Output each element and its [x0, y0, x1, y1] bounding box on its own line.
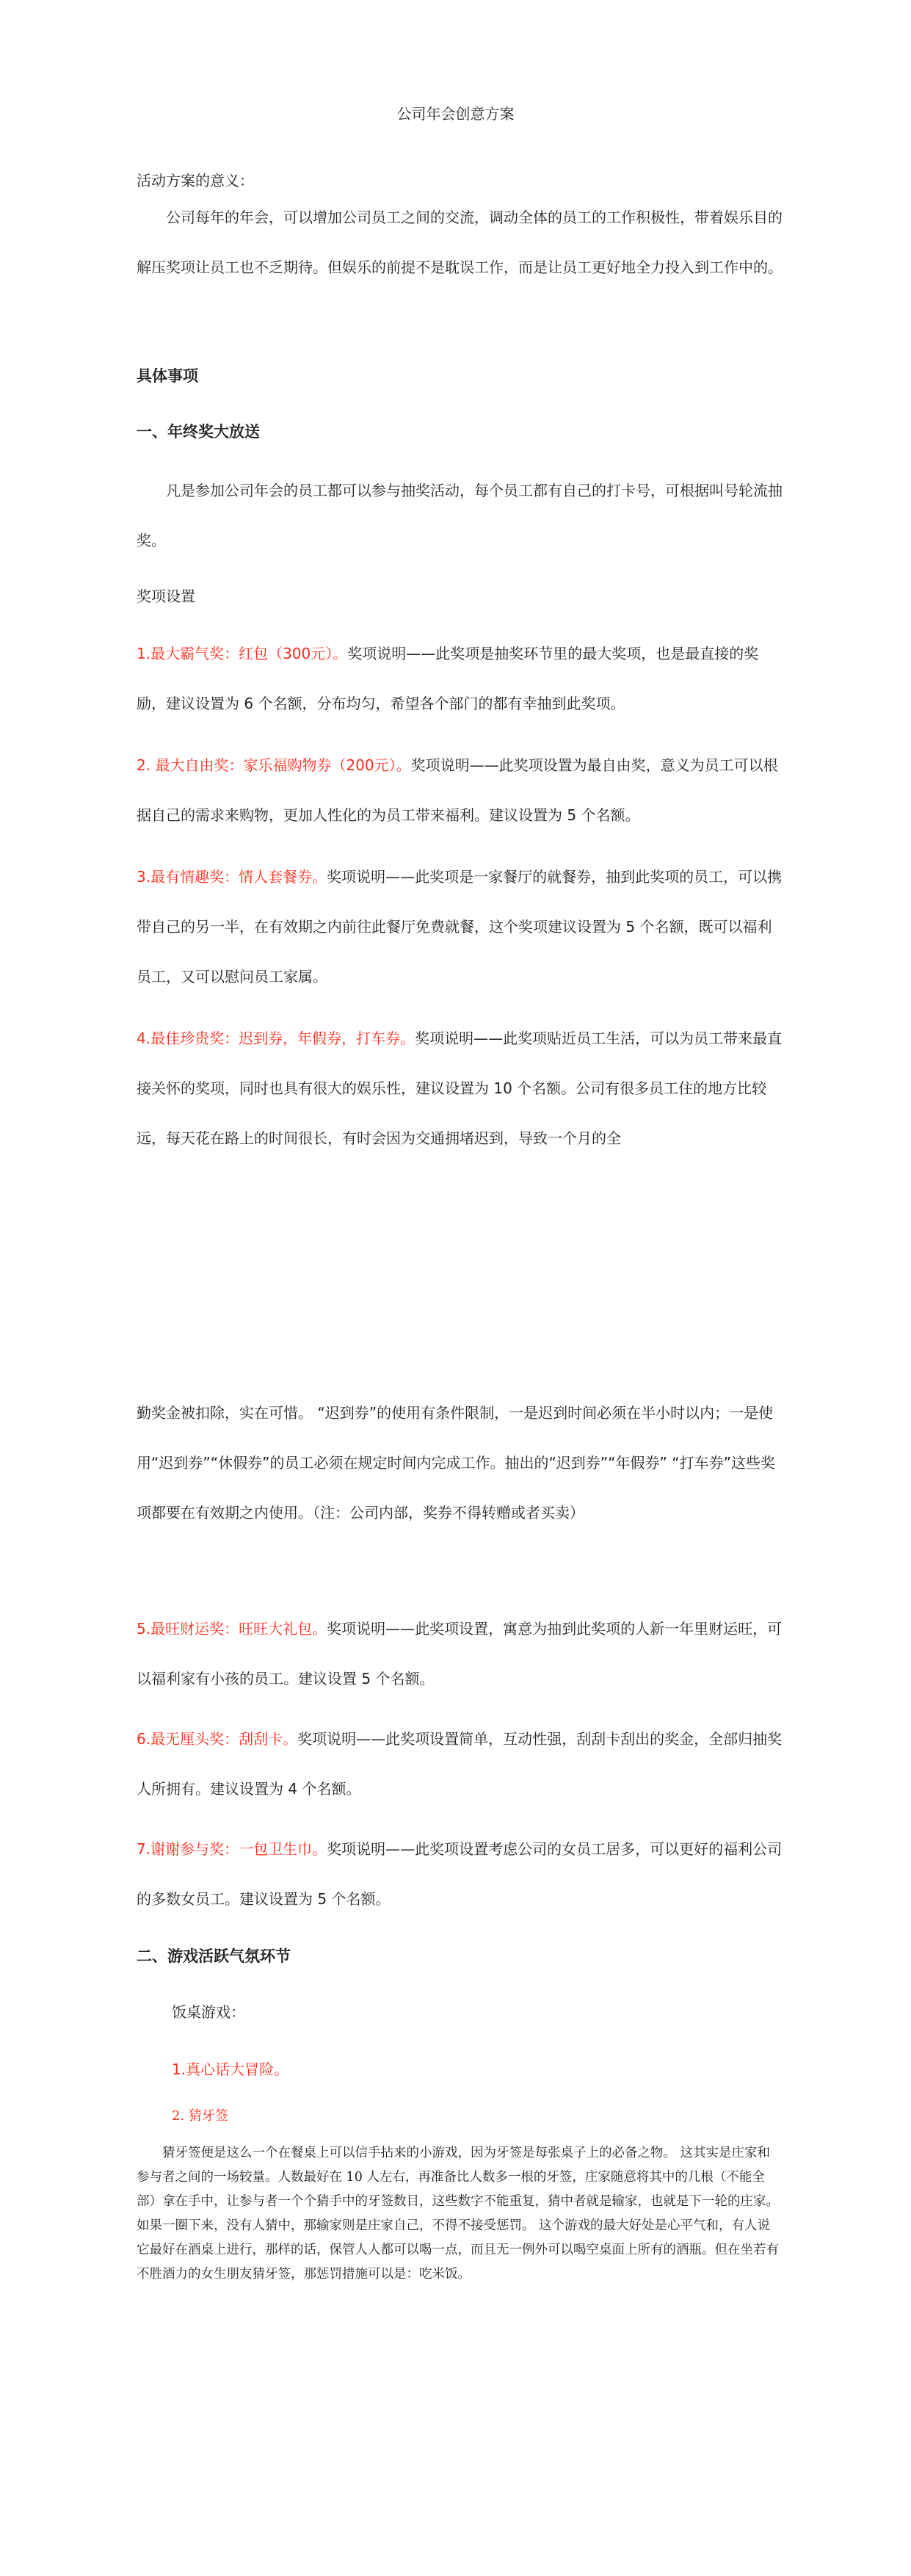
prize-item	[137, 1604, 783, 1704]
prize-desc: 奖项说明——此奖项设置简单，互动性强，刮刮卡刮出的奖金，全部归抽奖人所拥有。建议设置为 4 个名额。	[137, 1730, 783, 1798]
prize-desc: 奖项说明——此奖项设置为最自由奖，意义为员工可以根据自己的需求来购物，更加人性化的为员工带来福利。建议设置为 5 个名额。	[137, 756, 778, 824]
game1-title: 1.真心话大冒险。	[172, 2061, 289, 2078]
prize-desc: 奖项说明——此奖项设置考虑公司的女员工居多，可以更好的福利公司的多数女员工。建议设置为 5 个名额。	[137, 1840, 783, 1908]
prize-item	[137, 629, 783, 728]
document-title: 公司年会创意方案	[396, 105, 515, 123]
prize-desc: 奖项说明——此奖项是一家餐厅的就餐券，抽到此奖项的员工，可以携带自己的另一半，在有效期之内前往此餐厅免费就餐，这个奖项建议设置为 5 个名额，既可以福利员工，又可以慰问员工家属。	[137, 868, 783, 985]
prize-title: 7.谢谢参与奖：一包卫生巾。	[137, 1840, 327, 1858]
section2-heading: 二、游戏活跃气氛环节	[137, 1947, 291, 1965]
prize-item	[137, 1714, 783, 1814]
prize-title: 4.最佳珍贵奖：迟到券，年假券，打车券。	[137, 1030, 415, 1047]
meaning-paragraph: 公司每年的年会，可以增加公司员工之间的交流，调动全体的员工的工作积极性，带着娱乐目的解压奖项让员工也不乏期待。但娱乐的前提不是耽误工作，而是让员工更好地全力投入到工作中的。	[137, 209, 783, 276]
prize-title: 5.最旺财运奖：旺旺大礼包。	[137, 1620, 327, 1638]
prize-desc: 奖项说明——此奖项贴近员工生活，可以为员工带来最直接关怀的奖项，同时也具有很大的娱乐性，建议设置为 10 个名额。公司有很多员工住的地方比较远，每天花在路上的时间很长，有时会因为交通拥堵迟到，导致一个月的全	[137, 1030, 783, 1147]
prize-title: 2. 最大自由奖：家乐福购物券（200元）。	[137, 756, 411, 774]
meaning-heading: 活动方案的意义：	[137, 172, 254, 189]
game2-paragraph: 猜牙签便是这么一个在餐桌上可以信手拈来的小游戏，因为牙签是每张桌子上的必备之物。 这其实是庄家和参与者之间的一场较量。人数最好在 10 人左右，再准备比人数多一根的牙签，庄家随意将其中的几根（不能全部）拿在手中，让参与者一个个猜手中的牙签数目，这些数字不能重复，猜中者就是输家，也就是下一轮的庄家。如果一圈下来，没有人猜中，那输家则是庄家自己，不得不接受惩罚。 这个游戏的最大好处是心平气和，有人说它最好在酒桌上进行，那样的话，保管人人都可以喝一点，而且无一例外可以喝空桌面上所有的酒瓶。但在坐若有不胜酒力的女生朋友猜牙签，那惩罚措施可以是：吃米饭。	[137, 2146, 779, 2282]
prize-title: 1.最大霸气奖：红包（300元）。	[137, 645, 348, 662]
prize-desc: 奖项说明——此奖项设置，寓意为抽到此奖项的人新一年里财运旺，可以福利家有小孩的员工。建议设置 5 个名额。	[137, 1620, 783, 1687]
table-games-label: 饭桌游戏：	[172, 2003, 245, 2021]
prize-item	[137, 1824, 783, 1924]
prize-desc: 奖项说明——此奖项是抽奖环节里的最大奖项，也是最直接的奖励，建议设置为 6 个名额，分布均匀，希望各个部门的都有幸抽到此奖项。	[137, 645, 759, 712]
prize-item	[137, 1013, 783, 1163]
specifics-heading: 具体事项	[137, 367, 198, 385]
prize-title: 3.最有情趣奖：情人套餐券。	[137, 868, 327, 886]
section1-paragraph: 凡是参加公司年会的员工都可以参与抽奖活动，每个员工都有自己的打卡号，可根据叫号轮流抽奖。	[137, 482, 783, 549]
prize-continuation	[137, 1388, 783, 1538]
prize-item	[137, 852, 783, 1002]
prize-desc: 勤奖金被扣除，实在可惜。 “迟到券”的使用有条件限制，一是迟到时间必须在半小时以内；一是使用“迟到券”“休假券”的员工必须在规定时间内完成工作。抽出的“迟到券”“年假券” “打车券”这些奖项都要在有效期之内使用。（注：公司内部，奖券不得转赠或者买卖）	[137, 1404, 775, 1522]
prize-title: 6.最无厘头奖：刮刮卡。	[137, 1730, 298, 1748]
game2-title: 2. 猜牙签	[172, 2108, 228, 2124]
section1-heading: 一、年终奖大放送	[137, 423, 260, 441]
prize-item	[137, 740, 783, 840]
prize-settings-label: 奖项设置	[137, 587, 195, 605]
